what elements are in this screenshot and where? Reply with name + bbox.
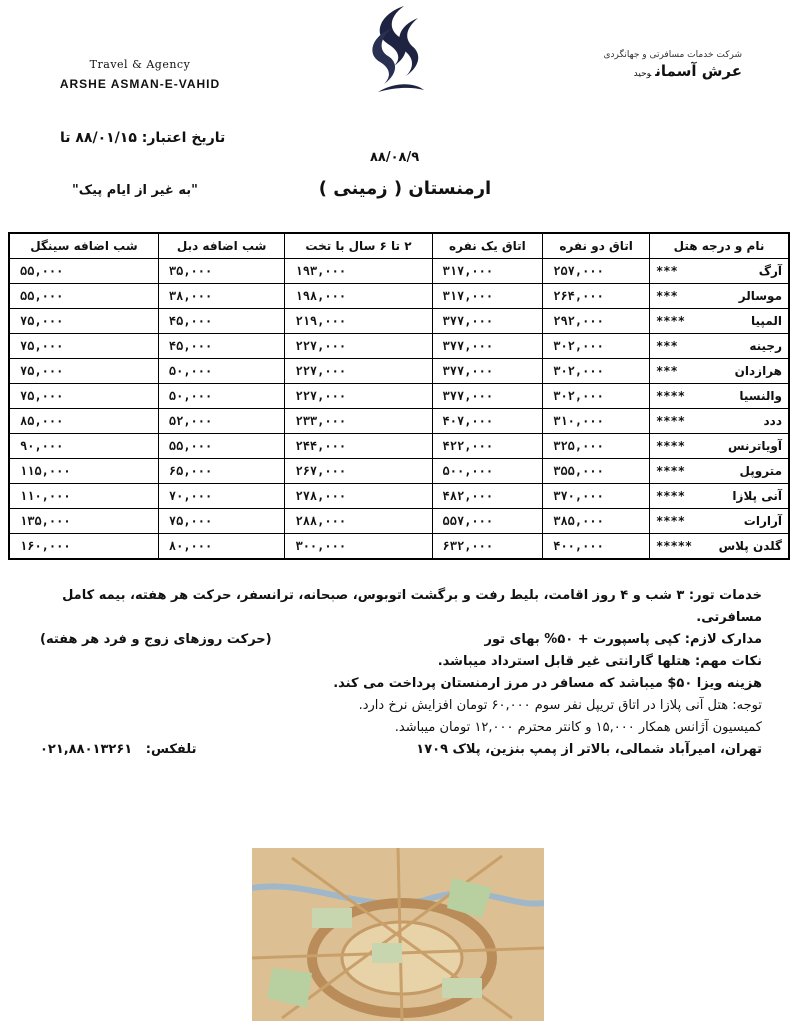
price-child: ۲۴۴,۰۰۰ xyxy=(285,434,432,459)
price-extra-single: ۸۵,۰۰۰ xyxy=(9,409,158,434)
company-title-fa: عرش آسمانوحید xyxy=(633,62,742,80)
price-child: ۲۲۷,۰۰۰ xyxy=(285,359,432,384)
hotel-name-cell xyxy=(650,284,789,309)
hotel-name-cell xyxy=(650,484,789,509)
header-hotel: نام و درجه هتل xyxy=(650,233,789,259)
price-double: ۲۶۴,۰۰۰ xyxy=(543,284,650,309)
price-single: ۳۷۷,۰۰۰ xyxy=(432,384,543,409)
table-row xyxy=(9,509,789,534)
price-extra-double: ۸۰,۰۰۰ xyxy=(158,534,285,560)
price-child: ۲۶۷,۰۰۰ xyxy=(285,459,432,484)
validity-line: تاریخ اعتبار: ۸۸/۰۱/۱۵ تا xyxy=(60,130,226,146)
price-extra-double: ۳۵,۰۰۰ xyxy=(158,259,285,284)
price-double: ۳۸۵,۰۰۰ xyxy=(543,509,650,534)
price-extra-double: ۵۵,۰۰۰ xyxy=(158,434,285,459)
price-double: ۳۰۲,۰۰۰ xyxy=(543,359,650,384)
commission-note: کمیسیون آژانس همکار ۱۵,۰۰۰ و کانتر محترم ۱۲,۰۰۰ تومان میباشد. xyxy=(394,720,762,735)
header-child: ۲ تا ۶ سال با تخت xyxy=(285,233,432,259)
table-row xyxy=(9,459,789,484)
header-extra-single: شب اضافه سینگل xyxy=(9,233,158,259)
table-row xyxy=(9,284,789,309)
hotel-stars: **** xyxy=(656,514,685,528)
price-extra-single: ۱۱۵,۰۰۰ xyxy=(9,459,158,484)
hotel-name: والنسیا xyxy=(739,389,782,403)
address-row xyxy=(40,739,762,761)
price-double: ۳۰۲,۰۰۰ xyxy=(543,334,650,359)
fax-number: ۰۲۱,۸۸۰۱۳۲۶۱ xyxy=(40,742,133,757)
table-row xyxy=(9,309,789,334)
price-child: ۲۳۳,۰۰۰ xyxy=(285,409,432,434)
address: تهران، امیرآباد شمالی، بالاتر از پمپ بنزین، پلاک ۱۷۰۹ xyxy=(416,742,762,757)
price-child: ۱۹۸,۰۰۰ xyxy=(285,284,432,309)
price-single: ۳۷۷,۰۰۰ xyxy=(432,334,543,359)
price-extra-double: ۷۰,۰۰۰ xyxy=(158,484,285,509)
price-extra-single: ۹۰,۰۰۰ xyxy=(9,434,158,459)
hotel-stars: *** xyxy=(656,289,678,303)
company-name: ARSHE ASMAN-E-VAHID xyxy=(59,77,221,91)
validity-end-date: ۸۸/۰۸/۹ xyxy=(370,150,420,165)
hotel-name-cell xyxy=(650,384,789,409)
hotel-stars: **** xyxy=(656,414,685,428)
peak-note: "به غیر از ایام پیک" xyxy=(72,183,198,198)
table-row xyxy=(9,484,789,509)
hotel-name-cell xyxy=(650,509,789,534)
table-row xyxy=(9,409,789,434)
price-child: ۳۰۰,۰۰۰ xyxy=(285,534,432,560)
price-double: ۳۱۰,۰۰۰ xyxy=(543,409,650,434)
hotel-name-cell xyxy=(650,309,789,334)
price-extra-single: ۵۵,۰۰۰ xyxy=(9,259,158,284)
price-single: ۴۰۷,۰۰۰ xyxy=(432,409,543,434)
price-extra-single: ۷۵,۰۰۰ xyxy=(9,384,158,409)
hotel-name-cell xyxy=(650,334,789,359)
hotel-stars: *** xyxy=(656,264,678,278)
table-row xyxy=(9,384,789,409)
important-note: نکات مهم: هتلها گارانتی غیر قابل استرداد میباشد. xyxy=(437,654,762,669)
company-subtitle-fa: شرکت خدمات مسافرتی و جهانگردی xyxy=(603,50,742,60)
company-name-english xyxy=(30,58,250,91)
hotel-name-cell xyxy=(650,459,789,484)
hotel-stars: *** xyxy=(656,339,678,353)
price-double: ۳۰۲,۰۰۰ xyxy=(543,384,650,409)
price-child: ۲۸۸,۰۰۰ xyxy=(285,509,432,534)
hotel-rates-table xyxy=(8,232,790,560)
price-extra-single: ۱۱۰,۰۰۰ xyxy=(9,484,158,509)
price-extra-double: ۶۵,۰۰۰ xyxy=(158,459,285,484)
price-extra-double: ۷۵,۰۰۰ xyxy=(158,509,285,534)
price-single: ۴۸۲,۰۰۰ xyxy=(432,484,543,509)
price-extra-single: ۱۶۰,۰۰۰ xyxy=(9,534,158,560)
hotel-stars: ***** xyxy=(656,539,693,553)
company-logo-icon xyxy=(358,4,432,96)
price-double: ۲۹۲,۰۰۰ xyxy=(543,309,650,334)
price-single: ۳۷۷,۰۰۰ xyxy=(432,359,543,384)
company-name-persian xyxy=(502,50,742,80)
hotel-name: آرارات xyxy=(743,514,782,528)
header-double: اتاق دو نفره xyxy=(543,233,650,259)
price-single: ۵۵۷,۰۰۰ xyxy=(432,509,543,534)
hotel-stars: *** xyxy=(656,364,678,378)
price-child: ۲۲۷,۰۰۰ xyxy=(285,384,432,409)
hotel-name: رجینه xyxy=(749,339,782,353)
departures-note: (حرکت روزهای زوج و فرد هر هفته) xyxy=(40,632,272,647)
price-double: ۲۵۷,۰۰۰ xyxy=(543,259,650,284)
table-row xyxy=(9,334,789,359)
hotel-name: ددد xyxy=(763,414,782,428)
hotel-stars: **** xyxy=(656,314,685,328)
table-header-row xyxy=(9,233,789,259)
hotel-name: آرگ xyxy=(758,264,782,278)
price-extra-double: ۴۵,۰۰۰ xyxy=(158,334,285,359)
hotel-name: هرازدان xyxy=(734,364,782,378)
hotel-name-cell xyxy=(650,409,789,434)
price-extra-double: ۵۰,۰۰۰ xyxy=(158,359,285,384)
price-single: ۳۱۷,۰۰۰ xyxy=(432,259,543,284)
price-child: ۲۱۹,۰۰۰ xyxy=(285,309,432,334)
table-row xyxy=(9,359,789,384)
price-extra-single: ۱۳۵,۰۰۰ xyxy=(9,509,158,534)
price-single: ۵۰۰,۰۰۰ xyxy=(432,459,543,484)
price-child: ۱۹۳,۰۰۰ xyxy=(285,259,432,284)
price-extra-single: ۷۵,۰۰۰ xyxy=(9,309,158,334)
city-map-image xyxy=(252,848,544,1021)
letterhead xyxy=(0,0,800,110)
docs-note: مدارک لازم: کپی پاسپورت + ۵۰% بهای تور xyxy=(484,632,762,647)
hotel-name-cell xyxy=(650,534,789,560)
hotel-stars: **** xyxy=(656,489,685,503)
table-row xyxy=(9,534,789,560)
company-tagline: Travel & Agency xyxy=(89,58,191,71)
price-extra-double: ۵۲,۰۰۰ xyxy=(158,409,285,434)
price-extra-single: ۵۵,۰۰۰ xyxy=(9,284,158,309)
price-single: ۶۳۲,۰۰۰ xyxy=(432,534,543,560)
price-extra-single: ۷۵,۰۰۰ xyxy=(9,334,158,359)
docs-row xyxy=(40,629,762,651)
price-extra-double: ۴۵,۰۰۰ xyxy=(158,309,285,334)
attention-note: توجه: هتل آنی پلازا در اتاق تریپل نفر سوم ۶۰,۰۰۰ تومان افزایش نرخ دارد. xyxy=(358,698,762,713)
hotel-stars: **** xyxy=(656,464,685,478)
header-extra-double: شب اضافه دبل xyxy=(158,233,285,259)
tour-title: ارمنستان ( زمینی ) xyxy=(318,178,492,199)
hotel-name: آنی پلازا xyxy=(732,489,782,503)
hotel-name: متروپل xyxy=(739,464,782,478)
price-child: ۲۷۸,۰۰۰ xyxy=(285,484,432,509)
table-row xyxy=(9,259,789,284)
visa-note: هزینه ویزا ۵۰$ میباشد که مسافر در مرز ارمنستان پرداخت می کند. xyxy=(333,676,762,691)
hotel-name: المپیا xyxy=(751,314,782,328)
hotel-name: موسالر xyxy=(738,289,782,303)
fax-block xyxy=(40,739,196,761)
tour-notes xyxy=(40,585,762,761)
hotel-name-cell xyxy=(650,259,789,284)
table-row xyxy=(9,434,789,459)
price-extra-double: ۵۰,۰۰۰ xyxy=(158,384,285,409)
price-child: ۲۲۷,۰۰۰ xyxy=(285,334,432,359)
hotel-name-cell xyxy=(650,359,789,384)
hotel-name: آویاترنس xyxy=(727,439,782,453)
hotel-stars: **** xyxy=(656,389,685,403)
header-single: اتاق یک نفره xyxy=(432,233,543,259)
price-double: ۴۰۰,۰۰۰ xyxy=(543,534,650,560)
price-double: ۳۷۰,۰۰۰ xyxy=(543,484,650,509)
hotel-name: گلدن پلاس xyxy=(718,539,782,553)
price-single: ۳۷۷,۰۰۰ xyxy=(432,309,543,334)
services-note: خدمات تور: ۳ شب و ۴ روز اقامت، بلیط رفت و برگشت اتوبوس، صبحانه، ترانسفر، حرکت هر هفته، بیمه کامل مسافرتی. xyxy=(62,588,762,625)
fax-label: تلفکس: xyxy=(145,742,197,757)
price-extra-double: ۳۸,۰۰۰ xyxy=(158,284,285,309)
price-single: ۳۱۷,۰۰۰ xyxy=(432,284,543,309)
price-single: ۴۲۲,۰۰۰ xyxy=(432,434,543,459)
price-double: ۳۵۵,۰۰۰ xyxy=(543,459,650,484)
price-extra-single: ۷۵,۰۰۰ xyxy=(9,359,158,384)
hotel-name-cell xyxy=(650,434,789,459)
price-double: ۳۲۵,۰۰۰ xyxy=(543,434,650,459)
hotel-stars: **** xyxy=(656,439,685,453)
